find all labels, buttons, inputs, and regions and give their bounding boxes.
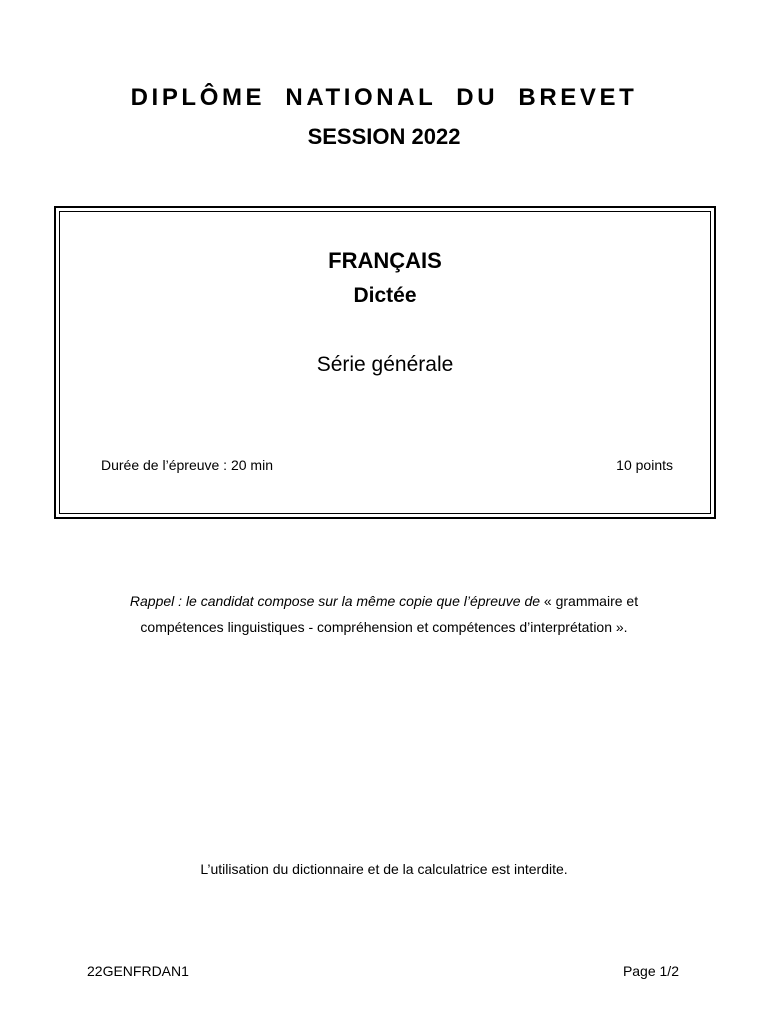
reminder-line-1-rest: « grammaire et xyxy=(540,593,639,609)
exam-duration: Durée de l’épreuve : 20 min xyxy=(101,457,273,473)
reminder-note xyxy=(0,588,768,640)
session-title: SESSION 2022 xyxy=(307,124,461,149)
page-title: DIPLÔME NATIONAL DU BREVET xyxy=(130,84,638,111)
reminder-line-1 xyxy=(0,588,768,614)
subject-title: FRANÇAIS xyxy=(328,248,442,273)
exam-points: 10 points xyxy=(616,457,673,473)
usage-rule: L’utilisation du dictionnaire et de la calculatrice est interdite. xyxy=(200,861,568,877)
series-label: Série générale xyxy=(316,353,454,376)
footer-code: 22GENFRDAN1 xyxy=(87,963,189,979)
reminder-line-2: compétences linguistiques - compréhension et compétences d’interprétation ». xyxy=(140,619,628,635)
reminder-italic-text: Rappel : le candidat compose sur la même copie que l’épreuve de xyxy=(129,593,541,609)
exam-type: Dictée xyxy=(353,284,417,307)
footer-page-number: Page 1/2 xyxy=(622,963,679,979)
